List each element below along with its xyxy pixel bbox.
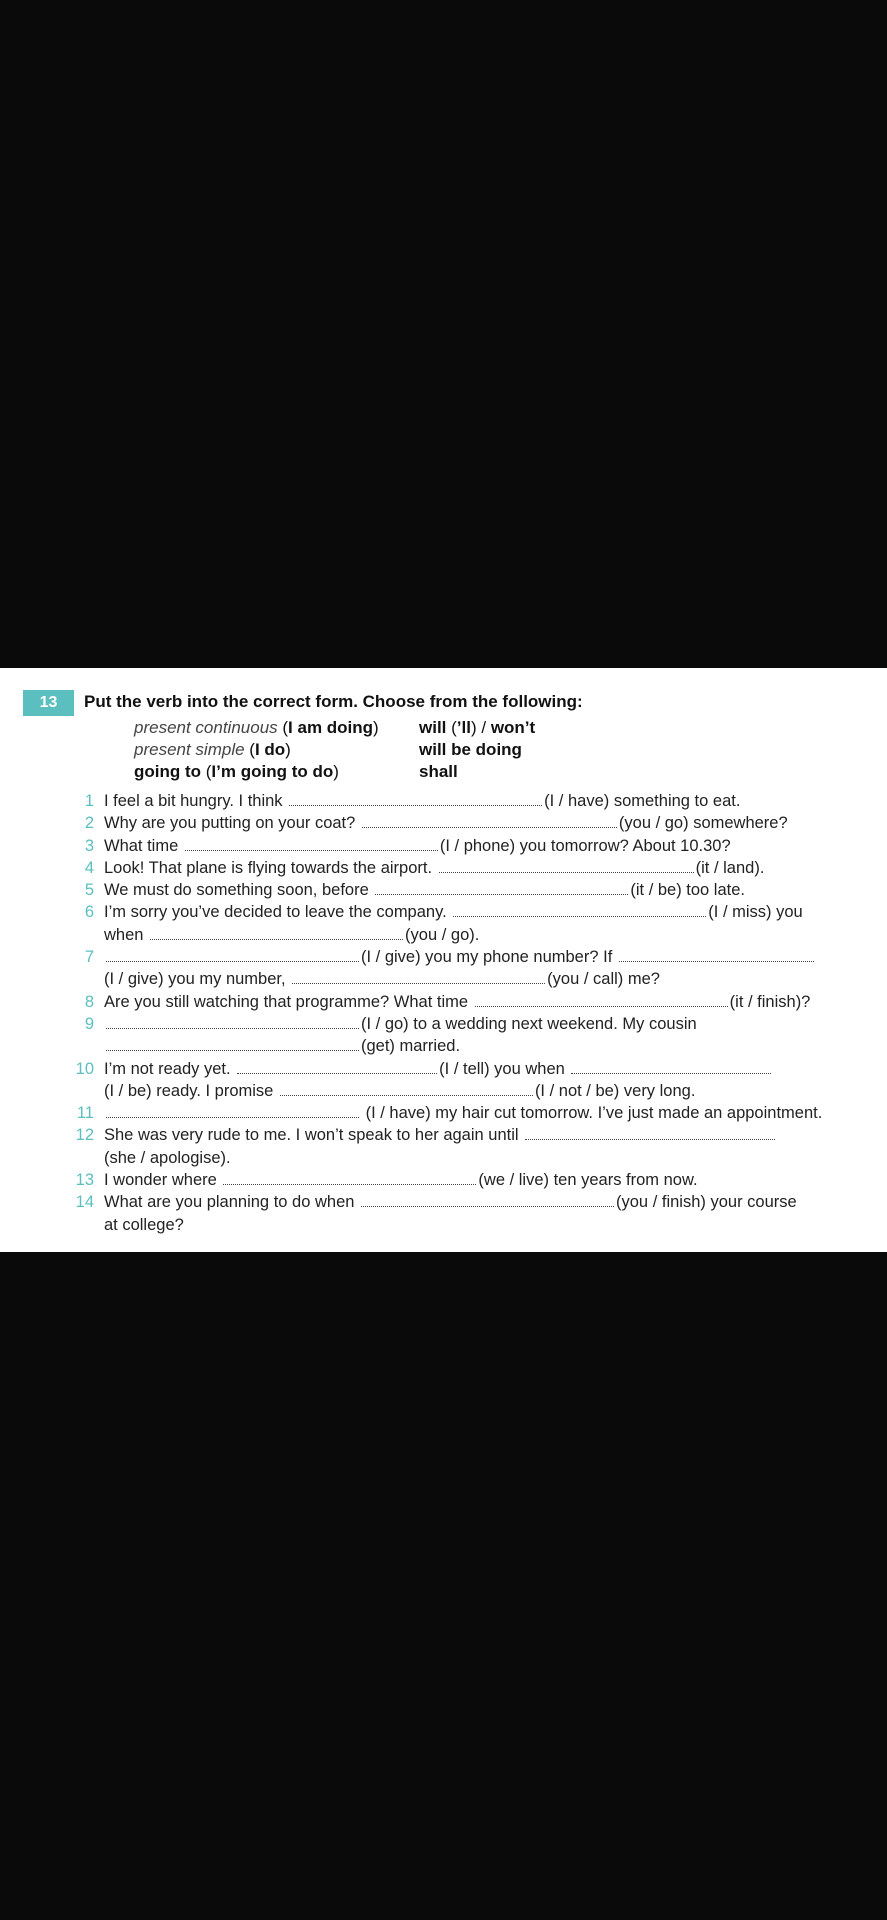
option-going-to: going to — [134, 762, 202, 781]
answer-blank[interactable] — [525, 1125, 775, 1140]
answer-blank[interactable] — [292, 969, 545, 984]
exercise-instruction: Put the verb into the correct form. Choose from the following: — [84, 692, 583, 711]
list-item: 5 We must do something soon, before (it / be) too late. — [84, 881, 745, 900]
answer-blank[interactable] — [106, 947, 359, 962]
answer-blank[interactable] — [362, 813, 617, 828]
option-im-going-to-do: I’m going to do — [211, 762, 334, 781]
list-item: 7 (I / give) you my phone number? If — [0, 946, 887, 968]
list-item-continued: (I / give) you my number, (you / call) me? — [104, 970, 660, 989]
option-ll: ’ll — [456, 718, 471, 737]
option-shall: shall — [419, 762, 458, 781]
list-item-continued: when (you / go). — [104, 925, 480, 944]
list-item: 1 I feel a bit hungry. I think (I / have) something to eat. — [84, 792, 741, 810]
list-item: 12 She was very rude to me. I won’t speak to her again until — [0, 1124, 887, 1146]
answer-blank[interactable] — [106, 1014, 359, 1029]
list-item: 9 (I / go) to a wedding next weekend. My cousin — [84, 1014, 697, 1033]
list-item: 2 Why are you putting on your coat? (you / go) somewhere? — [84, 814, 788, 833]
answer-blank[interactable] — [453, 902, 706, 917]
option-will-be-doing: will be doing — [419, 740, 522, 759]
list-item: 8 Are you still watching that programme? What time (it / finish)? — [84, 992, 811, 1011]
exercise-number-badge: 13 — [23, 690, 74, 716]
exercise-page — [0, 668, 887, 1252]
answer-blank[interactable] — [571, 1059, 771, 1074]
option-i-do: I do — [254, 740, 286, 759]
list-item: 3 What time (I / phone) you tomorrow? About 10.30? — [84, 836, 731, 855]
option-i-am-doing: I am doing — [288, 718, 374, 737]
list-item: 4 Look! That plane is flying towards the airport. (it / land). — [84, 858, 765, 877]
answer-blank[interactable] — [375, 880, 628, 895]
list-item-continued: (I / be) ready. I promise (I / not / be) very long. — [104, 1081, 696, 1100]
answer-blank[interactable] — [223, 1170, 476, 1185]
answer-blank[interactable] — [106, 1103, 359, 1118]
answer-blank[interactable] — [106, 1036, 359, 1051]
exercise-items — [0, 790, 887, 1236]
list-item: 6 I’m sorry you’ve decided to leave the company. (I / miss) you — [84, 903, 803, 922]
list-item-continued: at college? — [104, 1215, 184, 1234]
answer-blank[interactable] — [361, 1192, 614, 1207]
options-box: present continuous (I am doing) will (’ll) / won’t present simple (I do) will be doing going to (I’m going to do) shall — [134, 718, 536, 781]
option-present-simple: present simple — [134, 740, 245, 759]
answer-blank[interactable] — [237, 1059, 437, 1074]
answer-blank[interactable] — [280, 1081, 533, 1096]
list-item-continued: (she / apologise). — [104, 1148, 231, 1167]
list-item: 13 I wonder where (we / live) ten years from now. — [75, 1171, 698, 1190]
list-item-continued: (get) married. — [0, 1035, 887, 1057]
answer-blank[interactable] — [439, 858, 694, 873]
list-item: 14 What are you planning to do when (you / finish) your course — [75, 1193, 797, 1212]
answer-blank[interactable] — [475, 992, 728, 1007]
option-wont: won’t — [490, 718, 536, 737]
list-item: 11 (I / have) my hair cut tomorrow. I’ve just made an appointment. — [76, 1104, 823, 1123]
answer-blank[interactable] — [289, 791, 542, 806]
answer-blank[interactable] — [619, 947, 814, 962]
option-will: will — [419, 718, 447, 737]
answer-blank[interactable] — [150, 925, 403, 940]
answer-blank[interactable] — [185, 836, 438, 851]
option-present-continuous: present continuous — [134, 718, 278, 737]
list-item: 10 I’m not ready yet. (I / tell) you when — [0, 1058, 887, 1080]
